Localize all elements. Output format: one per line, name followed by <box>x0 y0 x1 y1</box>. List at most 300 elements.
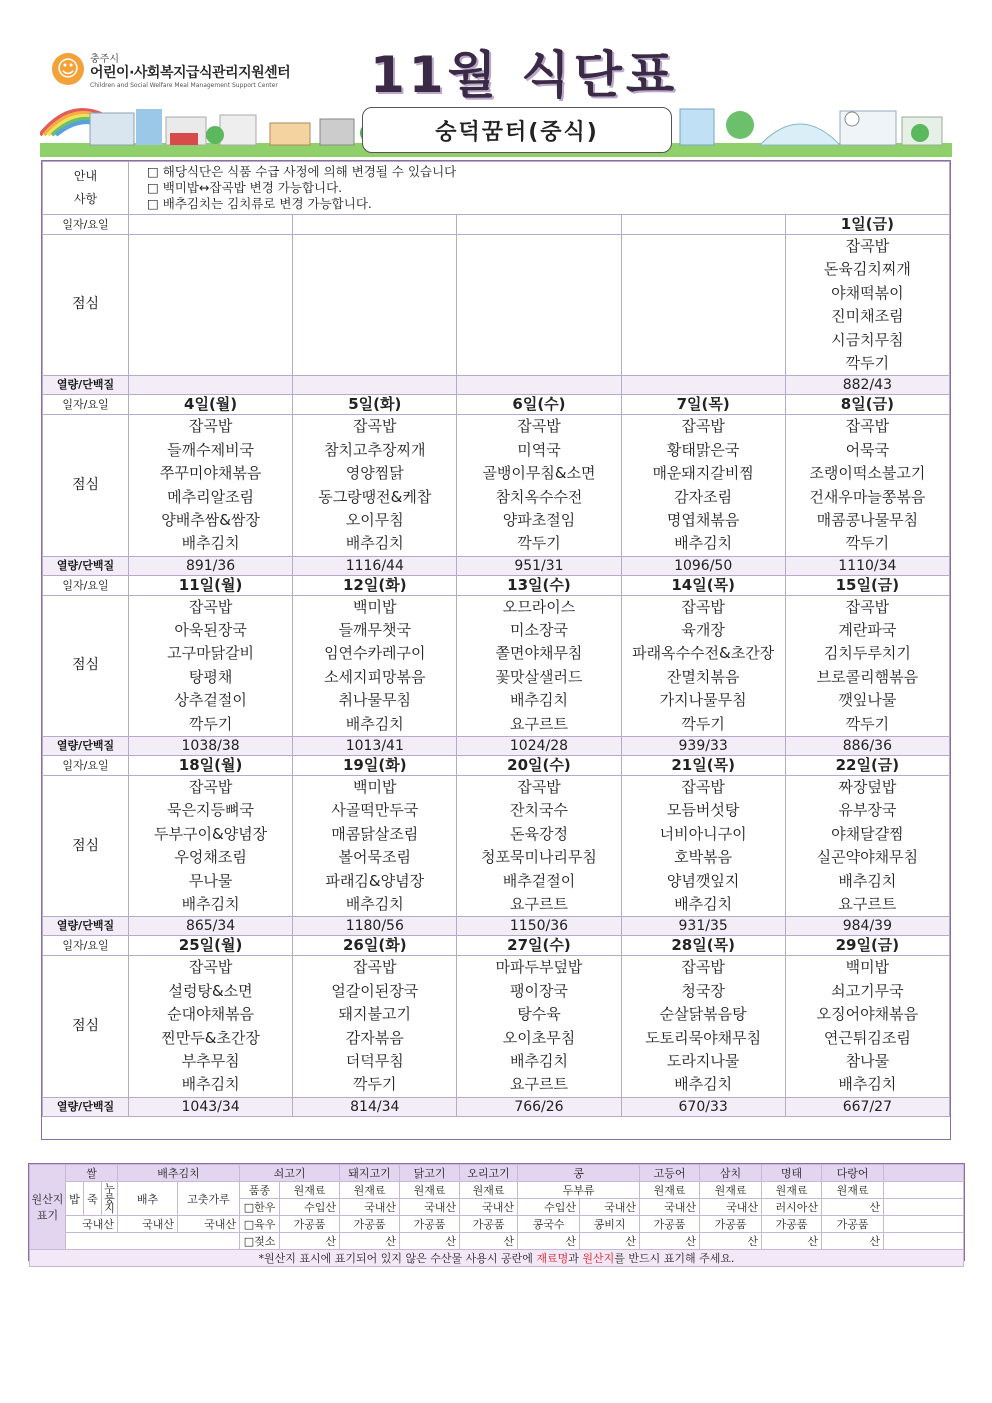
page-header <box>40 35 952 157</box>
kcal-label: 열량/단백질 <box>43 1097 129 1116</box>
menu-item: 쫄면야채무침 <box>495 644 583 663</box>
menu-item: 잔치국수 <box>509 801 568 820</box>
menu-item: 깍두기 <box>845 534 890 553</box>
origin-processed-value: 산 <box>640 1233 700 1250</box>
day-header: 26일(화) <box>293 936 457 956</box>
kcal-value <box>293 376 457 395</box>
menu-item <box>457 258 620 281</box>
notice-label-line2: 사항 <box>73 192 98 206</box>
lunch-row <box>43 595 950 736</box>
origin-tuna-raw-value: 산 <box>822 1199 884 1216</box>
menu-item <box>129 282 292 305</box>
kcal-value: 670/33 <box>621 1097 785 1116</box>
day-header: 11일(월) <box>129 575 293 595</box>
kcal-value: 1116/44 <box>293 556 457 575</box>
lunch-menu-cell <box>293 235 457 376</box>
day-header <box>129 215 293 235</box>
menu-item: 명엽채볶음 <box>666 510 740 529</box>
origin-nurungji: 누룽지 <box>102 1182 118 1216</box>
day-header: 4일(월) <box>129 395 293 415</box>
menu-item: 시금치무침 <box>831 330 904 349</box>
origin-blank <box>884 1216 964 1233</box>
origin-pollock-raw-label: 원재료 <box>762 1182 822 1199</box>
lunch-row <box>43 956 950 1097</box>
kcal-value: 1013/41 <box>293 737 457 756</box>
lunch-menu-cell <box>293 595 457 736</box>
menu-item: 깍두기 <box>353 1075 397 1094</box>
menu-item: 도라지나물 <box>666 1051 740 1070</box>
origin-note-row <box>30 1250 964 1267</box>
notice-row <box>43 162 950 215</box>
lunch-menu-cell <box>293 956 457 1097</box>
menu-item: 묵은지등뼈국 <box>167 801 255 820</box>
day-header: 29일(금) <box>785 936 949 956</box>
origin-baechu: 배추 <box>118 1182 178 1216</box>
day-header: 5일(화) <box>293 395 457 415</box>
origin-processed-value: 산 <box>580 1233 640 1250</box>
origin-rice-header: 쌀 <box>66 1165 118 1182</box>
menu-item: 브로콜리햄볶음 <box>816 667 919 686</box>
origin-tuna-header: 다랑어 <box>822 1165 884 1182</box>
menu-item: 배추김치 <box>345 894 404 913</box>
menu-item: 오이무침 <box>345 510 404 529</box>
menu-item: 깍두기 <box>517 534 561 553</box>
origin-blank-span <box>66 1233 240 1250</box>
origin-header-row <box>30 1165 964 1182</box>
menu-item: 조랭이떡소불고기 <box>809 464 926 483</box>
menu-table <box>41 160 951 1140</box>
menu-item: 배추김치 <box>838 871 897 890</box>
menu-item: 잡곡밥 <box>517 417 561 436</box>
menu-item: 쭈꾸미야채볶음 <box>159 464 262 483</box>
kcal-row <box>43 737 950 756</box>
day-header: 25일(월) <box>129 936 293 956</box>
menu-item <box>293 352 456 375</box>
lunch-menu-cell <box>621 595 785 736</box>
menu-item <box>457 282 620 305</box>
origin-label <box>30 1165 66 1250</box>
origin-note <box>30 1250 964 1267</box>
facility-subtitle: 숭덕꿈터(중식) <box>362 107 672 153</box>
menu-item <box>293 305 456 328</box>
kcal-row <box>43 917 950 936</box>
origin-duck-raw-value: 국내산 <box>460 1199 518 1216</box>
menu-item: 짜장덮밥 <box>838 778 897 797</box>
origin-pork-raw-value: 국내산 <box>340 1199 400 1216</box>
menu-item: 부추무침 <box>181 1051 240 1070</box>
menu-item: 깻잎나물 <box>838 691 897 710</box>
kcal-value: 891/36 <box>129 556 293 575</box>
menu-item <box>293 258 456 281</box>
day-header: 12일(화) <box>293 575 457 595</box>
kcal-value: 984/39 <box>785 917 949 936</box>
menu-item: 아욱된장국 <box>174 621 247 640</box>
menu-item: 배추겉절이 <box>502 871 576 890</box>
origin-note-prefix: *원산지 표시에 표기되어 있지 않은 수산물 사용시 공란에 <box>258 1252 537 1265</box>
menu-item: 오므라이스 <box>502 597 576 616</box>
origin-dubu-value-1: 수입산 <box>518 1199 580 1216</box>
menu-item: 잡곡밥 <box>353 958 397 977</box>
menu-item: 순살닭볶음탕 <box>659 1005 747 1024</box>
menu-item: 마파두부덮밥 <box>495 958 583 977</box>
origin-mackerel-processed-label: 가공품 <box>640 1216 700 1233</box>
lunch-menu-cell <box>621 776 785 917</box>
menu-item: 요구르트 <box>509 894 568 913</box>
menu-item: 설렁탕&소면 <box>168 981 253 1000</box>
kcal-value: 939/33 <box>621 737 785 756</box>
menu-item: 감자볶음 <box>345 1028 404 1047</box>
menu-item: 백미밥 <box>845 958 890 977</box>
origin-chicken-raw-value: 국내산 <box>400 1199 460 1216</box>
menu-item: 돼지불고기 <box>338 1005 411 1024</box>
kcal-row <box>43 376 950 395</box>
origin-pollock-processed-label: 가공품 <box>762 1216 822 1233</box>
menu-item: 임연수카레구이 <box>324 644 426 663</box>
menu-item: 두부구이&양념장 <box>154 824 268 843</box>
day-header: 8일(금) <box>785 395 949 415</box>
menu-item: 배추김치 <box>181 534 240 553</box>
notice-text <box>129 162 950 215</box>
lunch-menu-cell <box>129 956 293 1097</box>
menu-item: 청국장 <box>681 981 725 1000</box>
center-logo-icon: ☺ <box>52 53 84 85</box>
menu-item: 메추리알조림 <box>167 487 255 506</box>
origin-table <box>28 1163 965 1265</box>
day-header: 1일(금) <box>785 215 949 235</box>
menu-item: 골뱅이무침&소면 <box>482 464 596 483</box>
kcal-value: 1180/56 <box>293 917 457 936</box>
menu-item: 볼어묵조림 <box>338 848 411 867</box>
lunch-menu-cell <box>293 415 457 556</box>
kcal-row <box>43 1097 950 1116</box>
kcal-value: 766/26 <box>457 1097 621 1116</box>
menu-item: 양파초절임 <box>502 510 576 529</box>
kcal-value: 814/34 <box>293 1097 457 1116</box>
menu-item: 취나물무침 <box>338 691 411 710</box>
date-row <box>43 756 950 776</box>
menu-item: 백미밥 <box>353 778 397 797</box>
menu-item: 들깨무챗국 <box>338 621 411 640</box>
kcal-value: 1038/38 <box>129 737 293 756</box>
lunch-menu-cell <box>621 415 785 556</box>
lunch-label: 점심 <box>43 956 129 1097</box>
menu-item: 잡곡밥 <box>188 778 233 797</box>
menu-item: 파래옥수수전&초간장 <box>632 644 775 663</box>
menu-item: 깍두기 <box>845 353 890 372</box>
menu-item: 배추김치 <box>674 1075 733 1094</box>
lunch-menu-cell <box>621 956 785 1097</box>
menu-item: 야채떡볶이 <box>831 283 904 302</box>
menu-item: 어묵국 <box>845 440 890 459</box>
lunch-label: 점심 <box>43 415 129 556</box>
menu-item: 가지나물무침 <box>659 691 747 710</box>
menu-item: 무나물 <box>188 871 233 890</box>
origin-beef-header: 쇠고기 <box>240 1165 340 1182</box>
menu-item: 돈육강정 <box>509 824 568 843</box>
lunch-row <box>43 415 950 556</box>
origin-kongsu-label: 콩국수 <box>518 1216 580 1233</box>
menu-item <box>293 329 456 352</box>
menu-item <box>622 305 785 328</box>
menu-item: 배추김치 <box>181 894 240 913</box>
origin-blank <box>884 1182 964 1199</box>
origin-saury-header: 삼치 <box>700 1165 762 1182</box>
lunch-menu-cell <box>293 776 457 917</box>
day-header: 7일(목) <box>621 395 785 415</box>
lunch-menu-cell <box>785 776 949 917</box>
origin-pork-raw-label: 원재료 <box>340 1182 400 1199</box>
origin-sub-row <box>30 1182 964 1199</box>
menu-item: 오이초무침 <box>502 1028 576 1047</box>
origin-chicken-header: 닭고기 <box>400 1165 460 1182</box>
menu-item: 모듬버섯탕 <box>666 801 740 820</box>
origin-processed-value: 산 <box>460 1233 518 1250</box>
menu-item: 꽃맛살샐러드 <box>495 667 583 686</box>
menu-item: 순대야채볶음 <box>167 1005 255 1024</box>
date-label: 일자/요일 <box>43 756 129 776</box>
menu-item <box>129 329 292 352</box>
day-header: 6일(수) <box>457 395 621 415</box>
menu-item: 황태맑은국 <box>666 440 740 459</box>
lunch-label: 점심 <box>43 595 129 736</box>
date-row <box>43 936 950 956</box>
origin-processed-value: 산 <box>280 1233 340 1250</box>
menu-item: 진미채조림 <box>831 307 904 326</box>
day-header: 22일(금) <box>785 756 949 776</box>
origin-bean-header: 콩 <box>518 1165 640 1182</box>
date-label: 일자/요일 <box>43 575 129 595</box>
origin-gochu: 고춧가루 <box>178 1182 240 1216</box>
day-header: 18일(월) <box>129 756 293 776</box>
menu-item: 들깨수제비국 <box>167 440 255 459</box>
menu-item <box>457 329 620 352</box>
menu-item <box>293 235 456 258</box>
kcal-label: 열량/단백질 <box>43 917 129 936</box>
day-header: 13일(수) <box>457 575 621 595</box>
menu-item <box>129 258 292 281</box>
kcal-value: 882/43 <box>785 376 949 395</box>
menu-item: 잡곡밥 <box>845 417 890 436</box>
menu-item: 우엉채조림 <box>174 848 247 867</box>
origin-note-suffix: 를 반드시 표기해 주세요. <box>614 1252 735 1265</box>
day-header <box>457 215 621 235</box>
menu-item <box>622 352 785 375</box>
menu-item: 백미밥 <box>353 597 397 616</box>
lunch-menu-cell <box>129 595 293 736</box>
lunch-menu-cell <box>457 235 621 376</box>
origin-blank <box>884 1233 964 1250</box>
menu-item: 깍두기 <box>681 714 725 733</box>
origin-yukwoo-checkbox[interactable]: □육우 <box>240 1216 280 1233</box>
menu-item: 오징어야채볶음 <box>816 1005 919 1024</box>
menu-item: 감자조림 <box>674 487 733 506</box>
menu-item: 연근튀김조림 <box>823 1028 911 1047</box>
lunch-menu-cell <box>129 235 293 376</box>
lunch-menu-cell <box>457 956 621 1097</box>
origin-saury-processed-label: 가공품 <box>700 1216 762 1233</box>
origin-kongbiji-label: 콩비지 <box>580 1216 640 1233</box>
menu-item: 깍두기 <box>845 714 890 733</box>
day-header: 28일(목) <box>621 936 785 956</box>
origin-kimchi-header: 배추김치 <box>118 1165 240 1182</box>
origin-jeotso-checkbox[interactable]: □젖소 <box>240 1233 280 1250</box>
menu-item: 잡곡밥 <box>517 778 561 797</box>
lunch-label: 점심 <box>43 776 129 917</box>
origin-blank-header <box>884 1165 964 1182</box>
menu-item: 미소장국 <box>509 621 568 640</box>
menu-item: 배추김치 <box>345 714 404 733</box>
menu-item: 매콤닭살조림 <box>331 824 419 843</box>
menu-item: 잡곡밥 <box>188 417 233 436</box>
kcal-value: 1024/28 <box>457 737 621 756</box>
menu-item: 요구르트 <box>509 714 568 733</box>
origin-tuna-processed-label: 가공품 <box>822 1216 884 1233</box>
lunch-menu-cell <box>785 595 949 736</box>
menu-item: 더덕무침 <box>345 1051 404 1070</box>
menu-item: 야채달걀찜 <box>831 824 904 843</box>
kcal-value: 951/31 <box>457 556 621 575</box>
menu-item: 매운돼지갈비찜 <box>652 464 754 483</box>
origin-pollock-raw-value: 러시아산 <box>762 1199 822 1216</box>
menu-item: 잔멸치볶음 <box>666 667 740 686</box>
kcal-value: 1043/34 <box>129 1097 293 1116</box>
day-header: 21일(목) <box>621 756 785 776</box>
day-header <box>293 215 457 235</box>
origin-duck-header: 오리고기 <box>460 1165 518 1182</box>
menu-item <box>457 305 620 328</box>
menu-item: 소세지피망볶음 <box>324 667 426 686</box>
menu-item: 탕평채 <box>188 667 233 686</box>
origin-rice-value: 국내산 <box>66 1216 118 1233</box>
menu-item: 배추김치 <box>838 1075 897 1094</box>
origin-pumjong: 품종 <box>240 1182 280 1199</box>
menu-item: 고구마닭갈비 <box>167 644 255 663</box>
notice-label-line1: 안내 <box>73 168 98 183</box>
menu-item: 쇠고기무국 <box>831 981 904 1000</box>
menu-item: 매콤콩나물무침 <box>816 510 919 529</box>
origin-processed-value: 산 <box>822 1233 884 1250</box>
origin-dubu-label: 두부류 <box>518 1182 640 1199</box>
kcal-value <box>129 376 293 395</box>
origin-processed-value: 산 <box>340 1233 400 1250</box>
menu-item <box>129 352 292 375</box>
menu-item: 육개장 <box>681 621 725 640</box>
origin-pollock-header: 명태 <box>762 1165 822 1182</box>
menu-item: 양배추쌈&쌈장 <box>161 510 260 529</box>
menu-item: 탕수육 <box>517 1005 561 1024</box>
kcal-value: 1110/34 <box>785 556 949 575</box>
menu-item: 깍두기 <box>188 714 233 733</box>
menu-item: 잡곡밥 <box>681 417 725 436</box>
day-header <box>621 215 785 235</box>
origin-label-line1: 원산지 <box>31 1193 64 1206</box>
origin-mackerel-raw-value: 국내산 <box>640 1199 700 1216</box>
lunch-menu-cell <box>785 415 949 556</box>
menu-item: 잡곡밥 <box>845 597 890 616</box>
origin-mackerel-raw-label: 원재료 <box>640 1182 700 1199</box>
kcal-value: 1150/36 <box>457 917 621 936</box>
day-header: 19일(화) <box>293 756 457 776</box>
kcal-value: 1096/50 <box>621 556 785 575</box>
origin-dubu-value-2: 국내산 <box>580 1199 640 1216</box>
menu-item: 참치옥수수전 <box>495 487 583 506</box>
origin-chicken-processed-label: 가공품 <box>400 1216 460 1233</box>
origin-hanwoo-checkbox[interactable]: □한우 <box>240 1199 280 1216</box>
menu-item: 팽이장국 <box>509 981 568 1000</box>
origin-mackerel-header: 고등어 <box>640 1165 700 1182</box>
menu-item: 배추김치 <box>509 691 568 710</box>
origin-gochu-value: 국내산 <box>178 1216 240 1233</box>
lunch-row <box>43 235 950 376</box>
origin-processed-values-row <box>30 1233 964 1250</box>
origin-beef-processed-label: 가공품 <box>280 1216 340 1233</box>
menu-item: 호박볶음 <box>674 848 733 867</box>
menu-item: 돈육김치찌개 <box>823 260 911 279</box>
lunch-menu-cell <box>457 595 621 736</box>
date-row <box>43 575 950 595</box>
organization-name: 어린이·사회복지급식관리지원센터 <box>90 65 291 81</box>
menu-item <box>129 235 292 258</box>
origin-saury-raw-value: 국내산 <box>700 1199 762 1216</box>
menu-item: 양념깻잎지 <box>666 871 740 890</box>
menu-item: 미역국 <box>517 440 561 459</box>
origin-beef-raw-label: 원재료 <box>280 1182 340 1199</box>
menu-item: 잡곡밥 <box>681 778 725 797</box>
day-header: 27일(수) <box>457 936 621 956</box>
date-label: 일자/요일 <box>43 936 129 956</box>
menu-item: 배추김치 <box>509 1051 568 1070</box>
kcal-label: 열량/단백질 <box>43 737 129 756</box>
kcal-label: 열량/단백질 <box>43 556 129 575</box>
date-row <box>43 215 950 235</box>
notice-line: □ 해당식단은 식품 수급 사정에 의해 변경될 수 있습니다 <box>147 164 457 179</box>
menu-item <box>457 352 620 375</box>
origin-bap: 밥 <box>66 1182 84 1216</box>
menu-item: 배추김치 <box>674 894 733 913</box>
menu-item: 잡곡밥 <box>845 237 890 255</box>
menu-item <box>622 258 785 281</box>
date-row <box>43 395 950 415</box>
menu-item: 배추김치 <box>345 534 404 553</box>
menu-item <box>622 282 785 305</box>
organization-name-english: Children and Social Welfare Meal Management Support Center <box>90 82 278 89</box>
menu-item: 청포묵미나리무침 <box>481 848 597 867</box>
menu-item: 유부장국 <box>838 801 897 820</box>
day-header: 15일(금) <box>785 575 949 595</box>
page-title: 11월 식단표 <box>370 46 679 104</box>
menu-item: 동그랑땡전&케찹 <box>318 487 432 506</box>
lunch-menu-cell <box>785 235 949 376</box>
kcal-value <box>457 376 621 395</box>
kcal-value <box>621 376 785 395</box>
lunch-menu-cell <box>457 776 621 917</box>
menu-item: 건새우마늘쫑볶음 <box>809 487 926 506</box>
origin-pork-header: 돼지고기 <box>340 1165 400 1182</box>
menu-item: 요구르트 <box>838 894 897 913</box>
origin-note-origin: 원산지 <box>582 1252 615 1265</box>
menu-item: 찐만두&초간장 <box>161 1028 260 1047</box>
notice-line: □ 백미밥↔잡곡밥 변경 가능합니다. <box>147 180 343 195</box>
origin-processed-value: 산 <box>700 1233 762 1250</box>
lunch-menu-cell <box>129 415 293 556</box>
menu-item <box>622 329 785 352</box>
kcal-value: 886/36 <box>785 737 949 756</box>
menu-item: 잡곡밥 <box>681 597 725 616</box>
city-name: 충주시 <box>90 54 119 65</box>
origin-processed-row <box>30 1216 964 1233</box>
menu-item: 사골떡만두국 <box>331 801 419 820</box>
menu-item: 배추김치 <box>181 1075 240 1094</box>
